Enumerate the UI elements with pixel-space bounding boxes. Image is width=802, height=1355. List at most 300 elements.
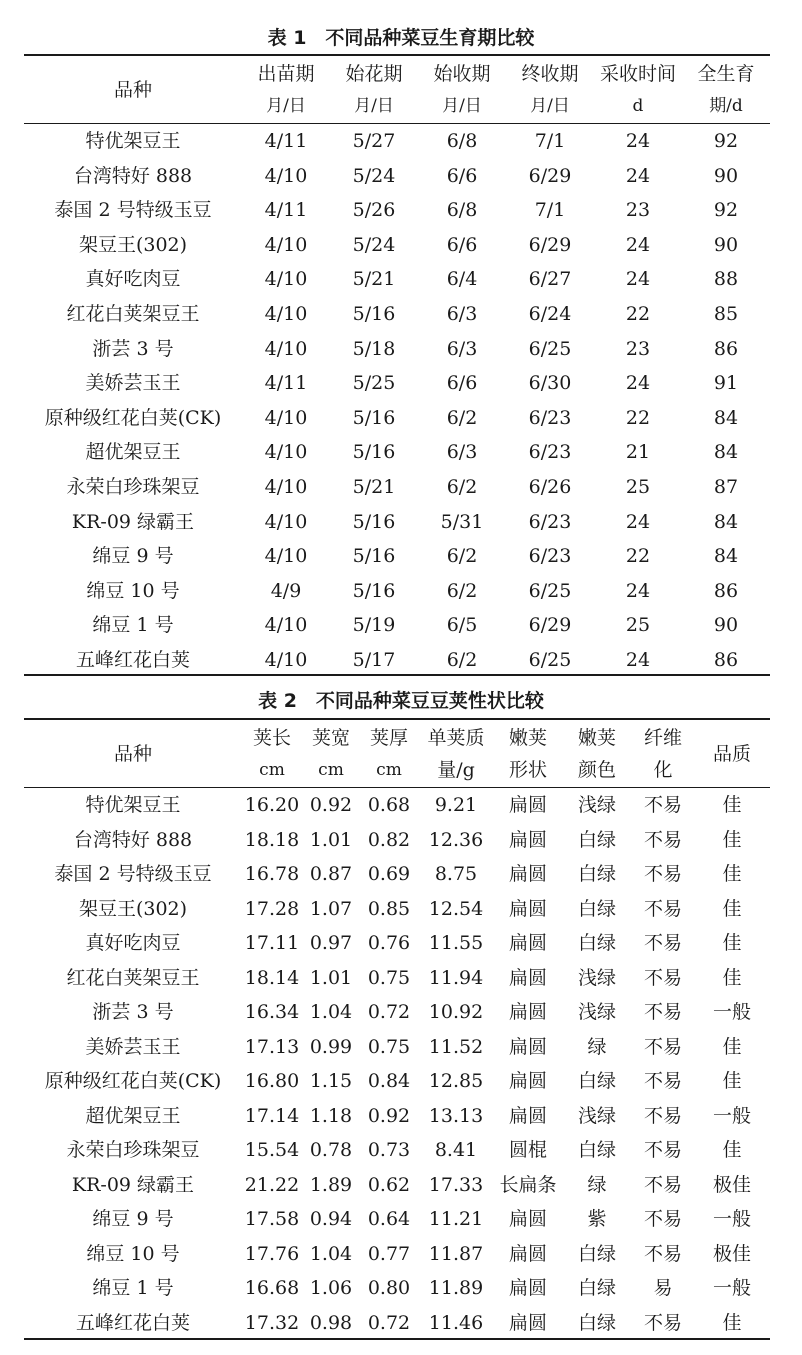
t1-cell-variety: 原种级红花白荚(CK) <box>44 406 222 429</box>
t2-cell-fiber: 不易 <box>643 1173 682 1196</box>
t1-cell-harvest-end: 7/1 <box>534 130 566 152</box>
t2-cell-pod-shape: 扁圆 <box>508 1277 547 1299</box>
t2-cell-pod-length: 16.34 <box>244 1001 300 1023</box>
t1-cell-harvest-start: 6/2 <box>446 475 478 498</box>
t1-cell-harvest-end: 6/23 <box>528 545 572 568</box>
t2-cell-pod-length: 15.54 <box>244 1139 300 1161</box>
t2-cell-fiber: 不易 <box>643 1001 682 1023</box>
t1-cell-harvest-days: 22 <box>625 406 651 429</box>
t2-cell-fiber: 不易 <box>643 1311 682 1334</box>
t1-col-growth-period-header: 全生育 <box>697 63 755 85</box>
t1-cell-harvest-start: 6/3 <box>446 441 478 464</box>
t2-table-row <box>24 1271 770 1306</box>
t2-cell-pod-color: 白绿 <box>577 1277 616 1299</box>
t2-cell-pod-color: 白绿 <box>577 1139 616 1161</box>
t2-cell-fiber: 不易 <box>643 1104 682 1127</box>
table1-bottom-rule <box>24 674 770 676</box>
t2-cell-fiber: 不易 <box>643 863 682 885</box>
t2-cell-pod-thickness: 0.75 <box>367 966 411 989</box>
t1-cell-harvest-start: 6/2 <box>446 545 478 568</box>
t2-cell-pod-color: 绿 <box>587 1173 607 1196</box>
t2-cell-pod-weight: 11.52 <box>428 1035 484 1058</box>
t2-cell-fiber: 不易 <box>643 1070 682 1092</box>
t1-table-row <box>24 539 770 574</box>
t2-cell-variety: 台湾特好 888 <box>73 828 193 851</box>
t1-cell-harvest-days: 22 <box>625 545 651 568</box>
t1-cell-harvest-days: 23 <box>625 199 651 222</box>
t2-cell-variety: 浙芸 3 号 <box>92 1001 174 1023</box>
t2-table-row <box>24 857 770 892</box>
t1-table-row <box>24 262 770 297</box>
t1-cell-harvest-start: 6/8 <box>446 199 478 222</box>
t2-cell-pod-color: 白绿 <box>577 1242 616 1265</box>
t1-cell-harvest-days: 23 <box>625 337 651 360</box>
t2-cell-pod-width: 0.99 <box>309 1035 353 1058</box>
t2-col-pod-shape-unit: 形状 <box>508 759 547 781</box>
t2-cell-pod-color: 浅绿 <box>577 966 616 989</box>
t1-cell-harvest-days: 24 <box>625 510 651 533</box>
t1-cell-flowering: 5/19 <box>352 614 396 637</box>
t1-cell-growth-period: 90 <box>713 233 739 256</box>
t2-cell-pod-weight: 12.85 <box>428 1070 484 1092</box>
t1-cell-emergence: 4/10 <box>264 475 308 498</box>
t1-cell-flowering: 5/21 <box>352 475 396 498</box>
t2-cell-pod-width: 1.01 <box>309 966 353 989</box>
t2-table-row <box>24 892 770 927</box>
t1-table-row <box>24 332 770 367</box>
t1-cell-harvest-days: 24 <box>625 233 651 256</box>
t1-table-row <box>24 193 770 228</box>
t2-cell-pod-thickness: 0.72 <box>367 1311 411 1334</box>
t1-cell-harvest-start: 6/6 <box>446 233 478 256</box>
t1-cell-variety: 泰国 2 号特级玉豆 <box>54 199 212 222</box>
t1-cell-flowering: 5/25 <box>352 372 396 395</box>
t1-table-row <box>24 574 770 609</box>
t2-cell-pod-thickness: 0.62 <box>367 1173 411 1196</box>
t2-cell-quality: 佳 <box>722 1311 742 1334</box>
t2-cell-pod-thickness: 0.68 <box>367 794 411 816</box>
t1-col-harvest-days-header: 采收时间 <box>599 63 676 85</box>
t1-cell-emergence: 4/10 <box>264 648 308 671</box>
t2-cell-quality: 佳 <box>722 863 742 885</box>
t2-cell-pod-color: 白绿 <box>577 1070 616 1092</box>
t2-table-row <box>24 1237 770 1272</box>
t1-cell-emergence: 4/10 <box>264 406 308 429</box>
t2-cell-variety: KR-09 绿霸王 <box>71 1173 195 1196</box>
t2-cell-variety: 美娇芸玉王 <box>85 1035 181 1058</box>
t1-cell-variety: 绵豆 9 号 <box>92 545 174 568</box>
t2-cell-pod-color: 白绿 <box>577 863 616 885</box>
t1-cell-harvest-start: 5/31 <box>440 510 484 533</box>
t1-cell-variety: 特优架豆王 <box>85 130 181 152</box>
t1-cell-growth-period: 86 <box>713 579 739 602</box>
t2-table-row <box>24 926 770 961</box>
t2-cell-quality: 佳 <box>722 932 742 954</box>
t1-cell-variety: 绵豆 1 号 <box>92 614 174 637</box>
t2-cell-quality: 佳 <box>722 794 742 816</box>
t2-cell-pod-shape: 圆棍 <box>508 1139 547 1161</box>
t1-cell-harvest-start: 6/3 <box>446 337 478 360</box>
t2-cell-pod-weight: 10.92 <box>428 1001 484 1023</box>
t1-cell-growth-period: 88 <box>713 268 739 291</box>
t1-col-emergence-header: 出苗期 <box>257 63 315 85</box>
t1-cell-variety: 红花白荚架豆王 <box>66 302 200 325</box>
t2-cell-pod-weight: 13.13 <box>428 1104 484 1127</box>
t1-cell-flowering: 5/27 <box>352 130 396 152</box>
t2-cell-pod-weight: 11.94 <box>428 966 484 989</box>
t1-cell-growth-period: 91 <box>713 372 739 395</box>
t1-cell-harvest-end: 6/27 <box>528 268 572 291</box>
t1-table-row <box>24 643 770 678</box>
t2-cell-quality: 一般 <box>712 1104 751 1127</box>
t1-cell-growth-period: 90 <box>713 164 739 187</box>
t1-cell-harvest-end: 6/25 <box>528 337 572 360</box>
t2-cell-variety: 绵豆 1 号 <box>92 1277 174 1299</box>
t2-cell-fiber: 不易 <box>643 897 682 920</box>
t1-cell-harvest-days: 24 <box>625 130 651 152</box>
t2-cell-pod-shape: 扁圆 <box>508 1208 547 1230</box>
t2-table-row <box>24 1064 770 1099</box>
t2-cell-pod-shape: 扁圆 <box>508 828 547 851</box>
t1-cell-harvest-start: 6/4 <box>446 268 478 291</box>
t2-cell-pod-color: 白绿 <box>577 1311 616 1334</box>
table1-top-rule <box>24 54 770 56</box>
t1-cell-growth-period: 92 <box>713 199 739 222</box>
t1-cell-growth-period: 84 <box>713 510 739 533</box>
t2-cell-pod-thickness: 0.80 <box>367 1277 411 1299</box>
t2-cell-pod-length: 17.14 <box>244 1104 300 1127</box>
t2-cell-pod-shape: 扁圆 <box>508 1311 547 1334</box>
t2-cell-fiber: 不易 <box>643 932 682 954</box>
t2-cell-pod-thickness: 0.84 <box>367 1070 411 1092</box>
t2-table-row <box>24 1133 770 1168</box>
t1-cell-flowering: 5/16 <box>352 441 396 464</box>
t1-cell-flowering: 5/26 <box>352 199 396 222</box>
t1-table-row <box>24 435 770 470</box>
t2-cell-fiber: 不易 <box>643 1242 682 1265</box>
t2-cell-pod-width: 0.97 <box>309 932 353 954</box>
t2-cell-pod-shape: 扁圆 <box>508 863 547 885</box>
t2-cell-pod-width: 0.98 <box>309 1311 353 1334</box>
t1-cell-variety: 浙芸 3 号 <box>92 337 174 360</box>
t1-cell-harvest-end: 7/1 <box>534 199 566 222</box>
t2-cell-variety: 架豆王(302) <box>78 897 188 920</box>
t1-col-harvest-start-header: 始收期 <box>433 63 491 85</box>
t2-cell-pod-width: 1.06 <box>309 1277 353 1299</box>
t2-cell-variety: 真好吃肉豆 <box>85 932 181 954</box>
t2-cell-pod-width: 1.01 <box>309 828 353 851</box>
t1-cell-variety: 真好吃肉豆 <box>85 268 181 291</box>
t1-cell-harvest-start: 6/6 <box>446 372 478 395</box>
t1-cell-harvest-days: 25 <box>625 475 651 498</box>
t1-col-variety-header: 品种 <box>113 79 152 101</box>
t1-cell-emergence: 4/11 <box>264 372 308 395</box>
t1-cell-variety: 绵豆 10 号 <box>86 579 180 602</box>
t1-cell-flowering: 5/16 <box>352 579 396 602</box>
t2-cell-pod-length: 16.68 <box>244 1277 300 1299</box>
t2-cell-pod-color: 浅绿 <box>577 1104 616 1127</box>
t2-table-row <box>24 1030 770 1065</box>
t1-cell-flowering: 5/17 <box>352 648 396 671</box>
t2-cell-pod-weight: 11.46 <box>428 1311 484 1334</box>
t1-cell-harvest-days: 22 <box>625 302 651 325</box>
t1-cell-variety: 架豆王(302) <box>78 233 188 256</box>
t1-cell-variety: 永荣白珍珠架豆 <box>66 475 200 498</box>
table1-caption: 表 1 不同品种菜豆生育期比较 <box>267 27 535 49</box>
t1-table-row <box>24 366 770 401</box>
t2-col-pod-weight-header: 单荚质 <box>427 727 485 749</box>
t1-cell-harvest-start: 6/2 <box>446 406 478 429</box>
t1-cell-emergence: 4/11 <box>264 199 308 222</box>
t2-col-pod-thickness-header: 荚厚 <box>369 727 408 749</box>
t1-cell-flowering: 5/16 <box>352 545 396 568</box>
t2-table-row <box>24 1099 770 1134</box>
t1-cell-flowering: 5/24 <box>352 164 396 187</box>
table1-body <box>24 124 770 678</box>
t1-cell-variety: 美娇芸玉王 <box>85 372 181 395</box>
t1-cell-emergence: 4/10 <box>264 614 308 637</box>
t2-col-pod-length-header: 荚长 <box>252 727 291 749</box>
t2-cell-pod-shape: 扁圆 <box>508 932 547 954</box>
table2-top-rule <box>24 718 770 720</box>
t1-cell-harvest-days: 24 <box>625 268 651 291</box>
t2-col-pod-length-unit: cm <box>259 760 285 780</box>
t1-table-row <box>24 608 770 643</box>
t1-cell-growth-period: 84 <box>713 441 739 464</box>
t1-cell-emergence: 4/9 <box>270 579 302 602</box>
t2-cell-pod-length: 17.11 <box>244 932 300 954</box>
t1-col-harvest-start-unit: 月/日 <box>442 96 482 116</box>
t2-cell-pod-thickness: 0.76 <box>367 932 411 954</box>
t2-col-fiber-header: 纤维 <box>643 727 682 749</box>
t2-cell-pod-color: 浅绿 <box>577 794 616 816</box>
t2-table-row <box>24 1202 770 1237</box>
table1-header <box>24 58 770 122</box>
t2-cell-pod-weight: 11.87 <box>428 1242 484 1265</box>
t1-cell-harvest-days: 25 <box>625 614 651 637</box>
t2-table-row <box>24 823 770 858</box>
t1-cell-harvest-end: 6/29 <box>528 233 572 256</box>
t2-cell-fiber: 不易 <box>643 1208 682 1230</box>
t2-cell-variety: 原种级红花白荚(CK) <box>44 1070 222 1092</box>
t1-cell-variety: KR-09 绿霸王 <box>71 510 195 533</box>
t2-cell-pod-thickness: 0.77 <box>367 1242 411 1265</box>
t1-cell-growth-period: 86 <box>713 337 739 360</box>
t2-col-pod-thickness-unit: cm <box>376 760 402 780</box>
t1-cell-harvest-start: 6/3 <box>446 302 478 325</box>
t2-cell-pod-thickness: 0.64 <box>367 1208 411 1230</box>
t1-table-row <box>24 124 770 159</box>
table2-bottom-rule <box>24 1338 770 1340</box>
t2-cell-pod-width: 0.78 <box>309 1139 353 1161</box>
t2-cell-pod-shape: 扁圆 <box>508 897 547 920</box>
table2-body <box>24 788 770 1340</box>
t2-col-variety-header: 品种 <box>113 743 152 765</box>
t2-cell-pod-width: 0.92 <box>309 794 353 816</box>
t2-cell-quality: 一般 <box>712 1277 751 1299</box>
t2-col-pod-color-header: 嫩荚 <box>577 727 616 749</box>
t2-table-row <box>24 961 770 996</box>
t2-cell-quality: 一般 <box>712 1001 751 1023</box>
t2-cell-pod-width: 1.04 <box>309 1001 353 1023</box>
t2-cell-pod-length: 17.28 <box>244 897 300 920</box>
t2-cell-pod-shape: 扁圆 <box>508 1242 547 1265</box>
t2-cell-quality: 极佳 <box>712 1173 751 1196</box>
t2-cell-pod-shape: 扁圆 <box>508 794 547 816</box>
t2-col-pod-width-header: 荚宽 <box>311 727 350 749</box>
t2-cell-pod-thickness: 0.92 <box>367 1104 411 1127</box>
t1-cell-harvest-days: 24 <box>625 164 651 187</box>
t1-cell-emergence: 4/10 <box>264 441 308 464</box>
t1-cell-harvest-end: 6/30 <box>528 372 572 395</box>
t2-cell-fiber: 不易 <box>643 794 682 816</box>
t1-cell-variety: 台湾特好 888 <box>73 164 193 187</box>
t1-cell-flowering: 5/18 <box>352 337 396 360</box>
t2-cell-pod-length: 17.32 <box>244 1311 300 1334</box>
t2-cell-pod-weight: 9.21 <box>434 794 478 816</box>
t2-cell-pod-length: 16.80 <box>244 1070 300 1092</box>
t1-cell-harvest-start: 6/2 <box>446 579 478 602</box>
t1-col-flowering-header: 始花期 <box>345 63 403 85</box>
t1-cell-harvest-start: 6/6 <box>446 164 478 187</box>
t1-cell-harvest-end: 6/23 <box>528 406 572 429</box>
t1-cell-emergence: 4/10 <box>264 545 308 568</box>
t1-cell-harvest-days: 21 <box>625 441 651 464</box>
t2-cell-variety: 泰国 2 号特级玉豆 <box>54 863 212 885</box>
t2-table-row <box>24 1168 770 1203</box>
t2-cell-quality: 佳 <box>722 1035 742 1058</box>
t2-cell-pod-weight: 8.75 <box>434 863 478 885</box>
t1-table-row <box>24 228 770 263</box>
t1-cell-variety: 超优架豆王 <box>85 441 181 464</box>
t2-cell-pod-width: 1.07 <box>309 897 353 920</box>
t2-cell-variety: 绵豆 10 号 <box>86 1242 180 1265</box>
t2-cell-quality: 佳 <box>722 1070 742 1092</box>
t1-cell-growth-period: 86 <box>713 648 739 671</box>
t1-cell-emergence: 4/10 <box>264 233 308 256</box>
t1-col-harvest-days-unit: d <box>632 96 644 116</box>
t2-cell-pod-width: 1.04 <box>309 1242 353 1265</box>
t1-cell-emergence: 4/11 <box>264 130 308 152</box>
t2-cell-pod-weight: 11.21 <box>428 1208 484 1230</box>
t1-table-row <box>24 505 770 540</box>
t1-cell-flowering: 5/24 <box>352 233 396 256</box>
t1-cell-flowering: 5/16 <box>352 510 396 533</box>
t1-cell-emergence: 4/10 <box>264 302 308 325</box>
t1-cell-harvest-start: 6/8 <box>446 130 478 152</box>
t1-cell-emergence: 4/10 <box>264 164 308 187</box>
t1-cell-emergence: 4/10 <box>264 268 308 291</box>
t1-cell-flowering: 5/21 <box>352 268 396 291</box>
t2-cell-pod-width: 0.87 <box>309 863 353 885</box>
t2-cell-pod-thickness: 0.73 <box>367 1139 411 1161</box>
t2-cell-pod-length: 21.22 <box>244 1173 300 1196</box>
t2-cell-pod-length: 18.14 <box>244 966 300 989</box>
t2-cell-quality: 佳 <box>722 1139 742 1161</box>
t1-cell-flowering: 5/16 <box>352 302 396 325</box>
t1-cell-growth-period: 90 <box>713 614 739 637</box>
t2-cell-pod-thickness: 0.85 <box>367 897 411 920</box>
t2-cell-variety: 红花白荚架豆王 <box>66 966 200 989</box>
t1-cell-flowering: 5/16 <box>352 406 396 429</box>
t1-cell-growth-period: 85 <box>713 302 739 325</box>
t2-table-row <box>24 1306 770 1341</box>
t2-cell-variety: 超优架豆王 <box>85 1104 181 1127</box>
t2-cell-pod-shape: 扁圆 <box>508 1070 547 1092</box>
t1-cell-harvest-days: 24 <box>625 648 651 671</box>
t2-cell-pod-weight: 8.41 <box>434 1139 478 1161</box>
t1-cell-emergence: 4/10 <box>264 337 308 360</box>
t2-cell-quality: 佳 <box>722 897 742 920</box>
t2-cell-pod-color: 白绿 <box>577 828 616 851</box>
t2-col-pod-width-unit: cm <box>318 760 344 780</box>
t2-cell-pod-thickness: 0.75 <box>367 1035 411 1058</box>
t2-cell-pod-thickness: 0.72 <box>367 1001 411 1023</box>
t2-cell-pod-shape: 扁圆 <box>508 966 547 989</box>
t2-cell-pod-color: 紫 <box>587 1208 607 1230</box>
t2-cell-pod-weight: 12.36 <box>428 828 484 851</box>
t1-cell-harvest-end: 6/25 <box>528 648 572 671</box>
t1-cell-growth-period: 84 <box>713 406 739 429</box>
t2-cell-pod-weight: 11.55 <box>428 932 484 954</box>
t2-cell-pod-width: 1.15 <box>309 1070 353 1092</box>
t2-cell-pod-shape: 扁圆 <box>508 1104 547 1127</box>
t2-cell-pod-color: 绿 <box>587 1035 607 1058</box>
t2-col-quality-header: 品质 <box>712 743 751 765</box>
t2-cell-quality: 佳 <box>722 966 742 989</box>
t2-cell-pod-width: 0.94 <box>309 1208 353 1230</box>
t1-col-harvest-end-header: 终收期 <box>521 63 579 85</box>
t2-table-row <box>24 788 770 823</box>
t1-cell-harvest-start: 6/2 <box>446 648 478 671</box>
t2-cell-variety: 永荣白珍珠架豆 <box>66 1139 200 1161</box>
t1-cell-harvest-end: 6/23 <box>528 510 572 533</box>
t2-cell-quality: 极佳 <box>712 1242 751 1265</box>
t2-cell-pod-length: 17.13 <box>244 1035 300 1058</box>
t1-table-row <box>24 297 770 332</box>
t1-cell-growth-period: 87 <box>713 475 739 498</box>
t1-cell-harvest-start: 6/5 <box>446 614 478 637</box>
table2-header <box>24 722 770 786</box>
t2-cell-pod-length: 16.78 <box>244 863 300 885</box>
t1-cell-emergence: 4/10 <box>264 510 308 533</box>
t2-cell-pod-color: 白绿 <box>577 897 616 920</box>
t2-cell-variety: 五峰红花白荚 <box>75 1311 190 1334</box>
t2-col-fiber-unit: 化 <box>653 759 673 781</box>
t1-table-row <box>24 401 770 436</box>
t2-cell-pod-thickness: 0.82 <box>367 828 411 851</box>
t2-cell-pod-color: 白绿 <box>577 932 616 954</box>
t2-cell-pod-length: 16.20 <box>244 794 300 816</box>
t2-cell-pod-length: 17.58 <box>244 1208 300 1230</box>
t1-cell-harvest-days: 24 <box>625 579 651 602</box>
t2-cell-variety: 特优架豆王 <box>85 794 181 816</box>
t1-col-emergence-unit: 月/日 <box>266 96 306 116</box>
t1-cell-harvest-end: 6/29 <box>528 164 572 187</box>
t2-cell-pod-thickness: 0.69 <box>367 863 411 885</box>
t1-cell-harvest-end: 6/26 <box>528 475 572 498</box>
t2-cell-pod-length: 18.18 <box>244 828 300 851</box>
t1-table-row <box>24 470 770 505</box>
t2-cell-quality: 一般 <box>712 1208 751 1230</box>
t1-cell-growth-period: 84 <box>713 545 739 568</box>
t1-cell-harvest-days: 24 <box>625 372 651 395</box>
t2-cell-pod-weight: 12.54 <box>428 897 484 920</box>
t2-cell-pod-shape: 扁圆 <box>508 1035 547 1058</box>
t2-col-pod-shape-header: 嫩荚 <box>508 727 547 749</box>
t1-cell-harvest-end: 6/29 <box>528 614 572 637</box>
t2-cell-fiber: 不易 <box>643 828 682 851</box>
